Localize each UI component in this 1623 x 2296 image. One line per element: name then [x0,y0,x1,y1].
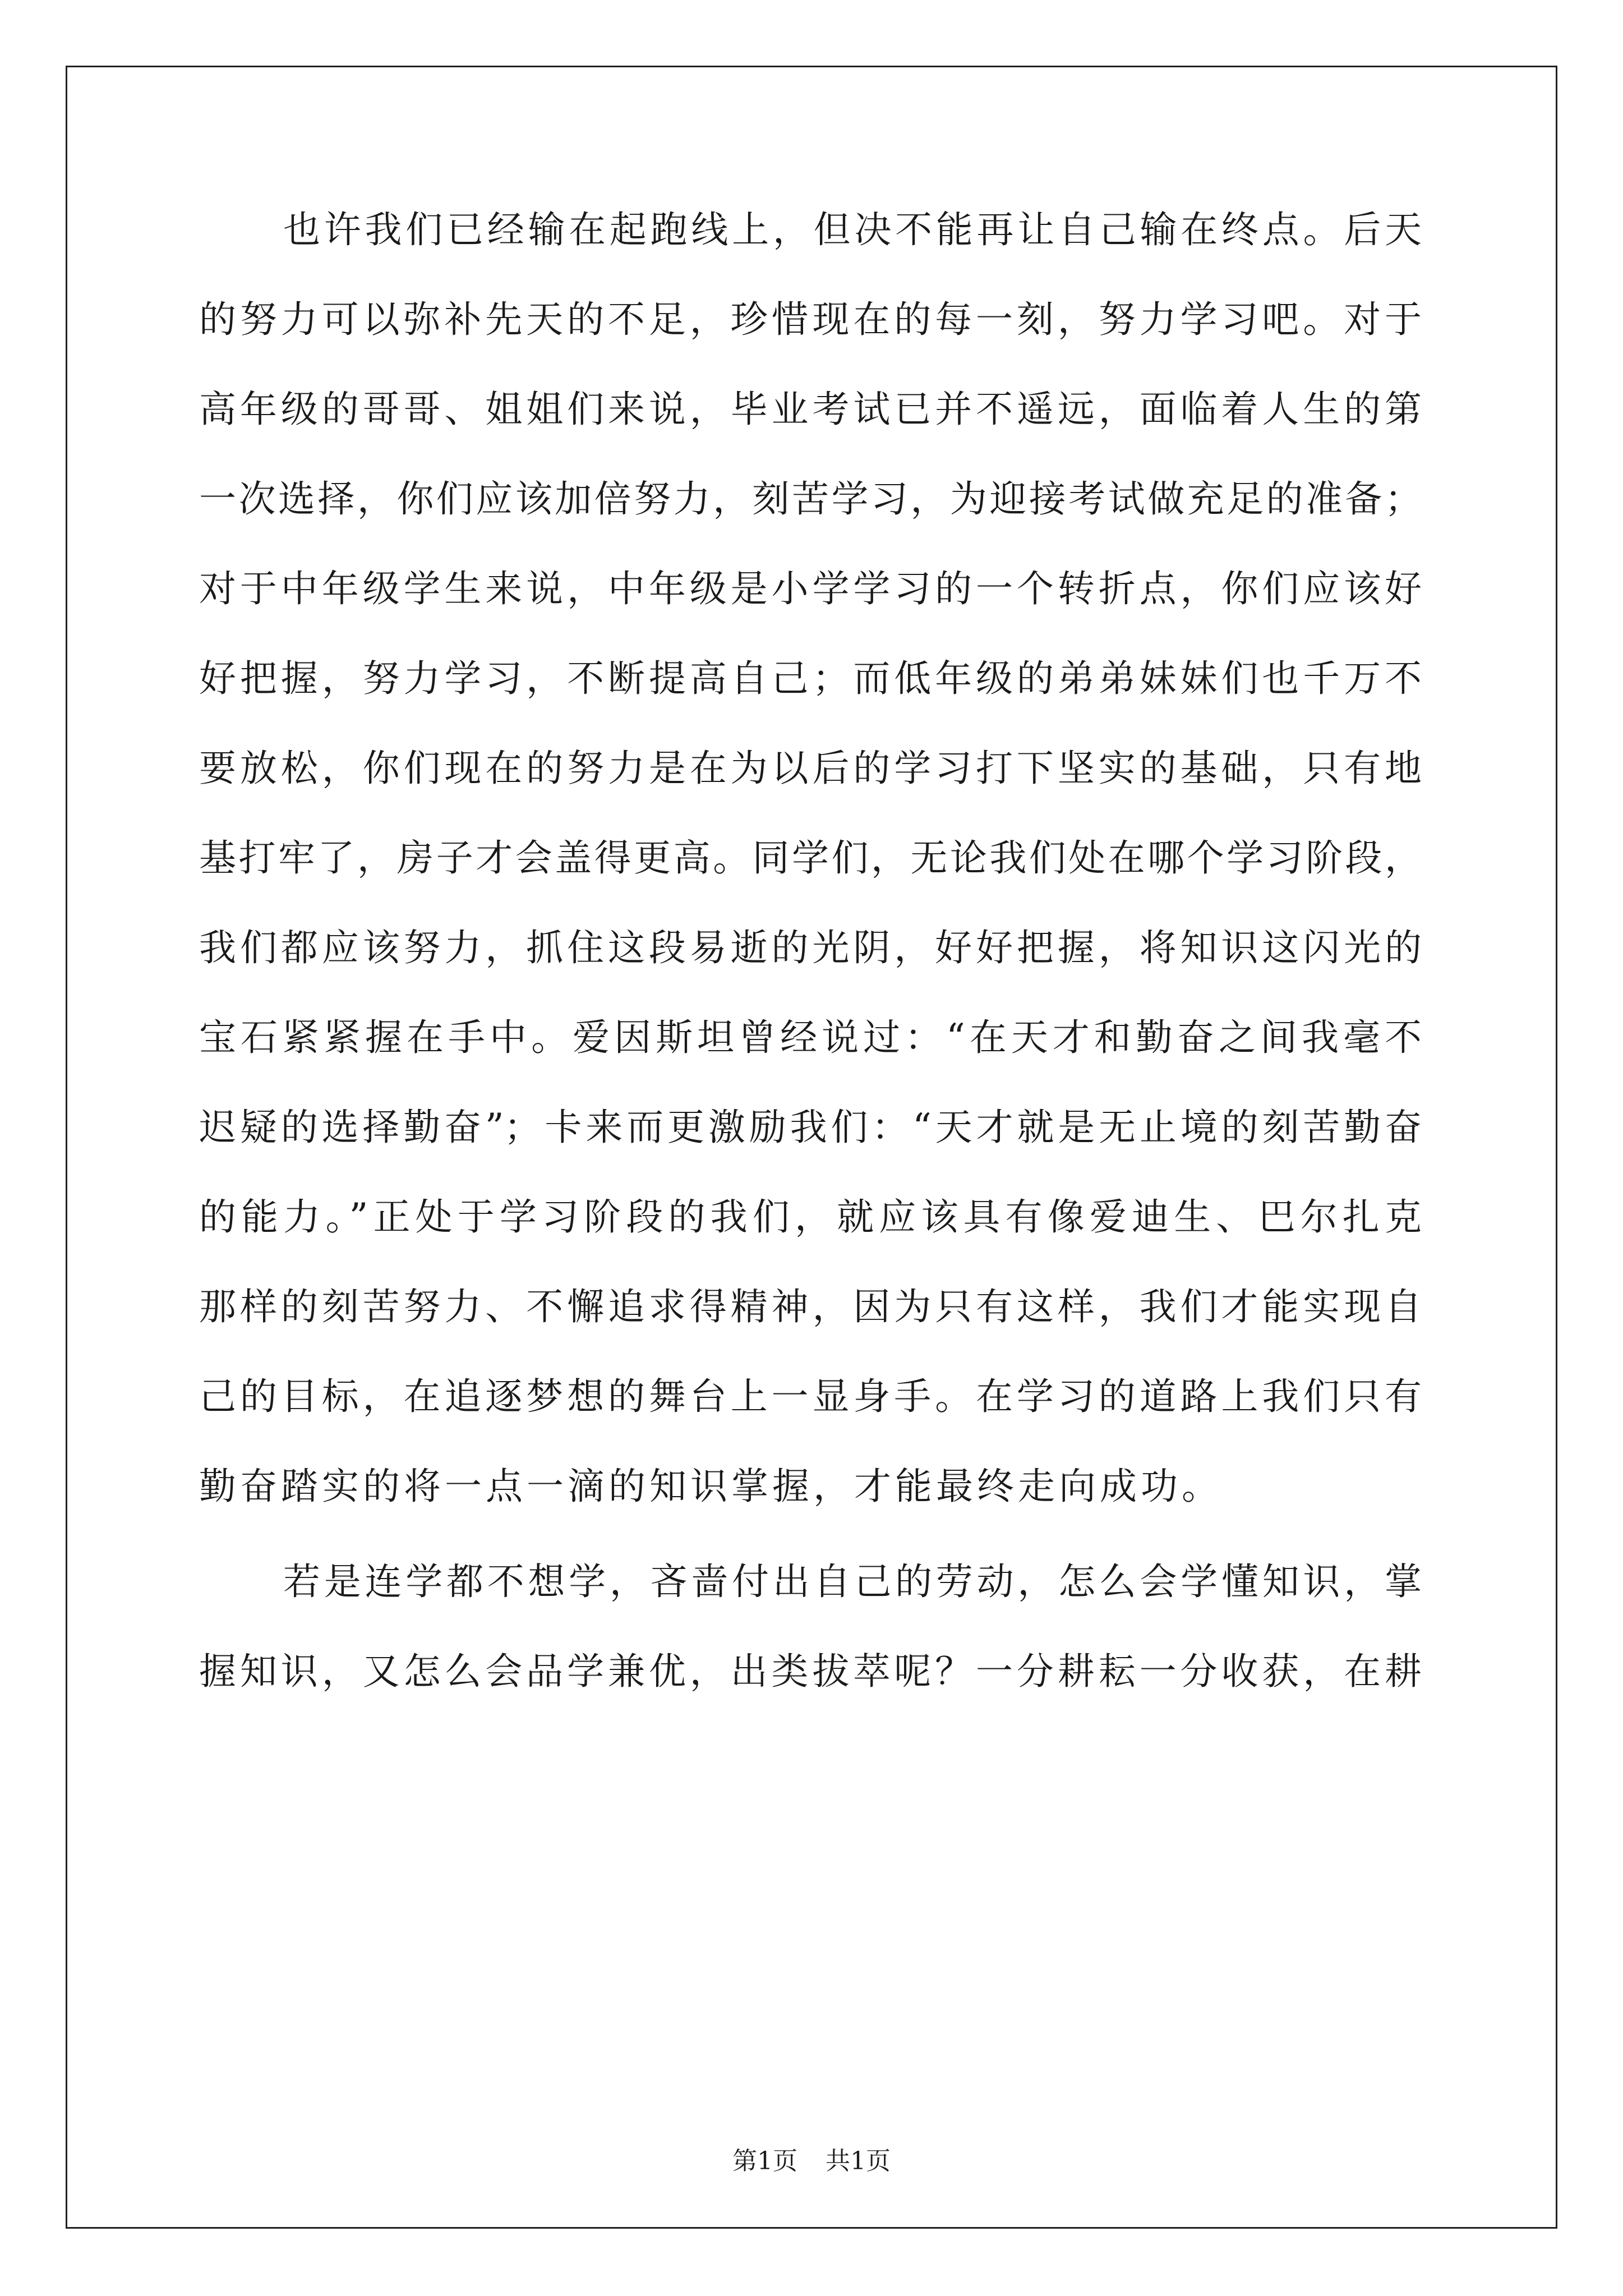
paragraph-1-line-5: 对于中年级学生来说，中年级是小学学习的一个转折点，你们应该好 [199,567,1422,610]
paragraph-1-line-1: 也许我们已经输在起跑线上，但决不能再让自己输在终点。后天 [283,208,1422,251]
page-number-current: 第1页 [732,2147,797,2175]
page-footer [0,2146,1623,2177]
paragraph-1-line-13: 那样的刻苦努力、不懈追求得精神，因为只有这样，我们才能实现自 [199,1285,1422,1328]
paragraph-1-line-7: 要放松，你们现在的努力是在为以后的学习打下坚实的基础，只有地 [199,747,1422,790]
page-number-total: 共1页 [826,2147,891,2175]
paragraph-1-line-10: 宝石紧紧握在手中。爱因斯坦曾经说过：“在天才和勤奋之间我毫不 [199,1016,1422,1059]
paragraph-1-line-2: 的努力可以弥补先天的不足，珍惜现在的每一刻，努力学习吧。对于 [199,298,1422,341]
paragraph-1-line-9: 我们都应该努力，抓住这段易逝的光阴，好好把握，将知识这闪光的 [199,926,1422,969]
paragraph-1-line-3: 高年级的哥哥、姐姐们来说，毕业考试已并不遥远，面临着人生的第 [199,388,1422,431]
paragraph-1-line-11: 迟疑的选择勤奋”；卡来而更激励我们：“天才就是无止境的刻苦勤奋 [199,1106,1422,1149]
paragraph-2-line-2: 握知识，又怎么会品学兼优，出类拔萃呢？一分耕耘一分收获，在耕 [199,1650,1422,1693]
paragraph-1-line-6: 好把握，努力学习，不断提高自己；而低年级的弟弟妹妹们也千万不 [199,657,1422,700]
paragraph-1-line-12: 的能力。”正处于学习阶段的我们，就应该具有像爱迪生、巴尔扎克 [199,1195,1422,1239]
paragraph-1-line-4: 一次选择，你们应该加倍努力，刻苦学习，为迎接考试做充足的准备； [199,477,1422,521]
paragraph-2-line-1: 若是连学都不想学，吝啬付出自己的劳动，怎么会学懂知识，掌 [283,1560,1422,1603]
paragraph-1-line-8: 基打牢了，房子才会盖得更高。同学们，无论我们处在哪个学习阶段， [199,836,1422,880]
paragraph-1-line-14: 己的目标，在追逐梦想的舞台上一显身手。在学习的道路上我们只有 [199,1375,1422,1418]
paragraph-1-line-15: 勤奋踏实的将一点一滴的知识掌握，才能最终走向成功。 [199,1465,1223,1508]
